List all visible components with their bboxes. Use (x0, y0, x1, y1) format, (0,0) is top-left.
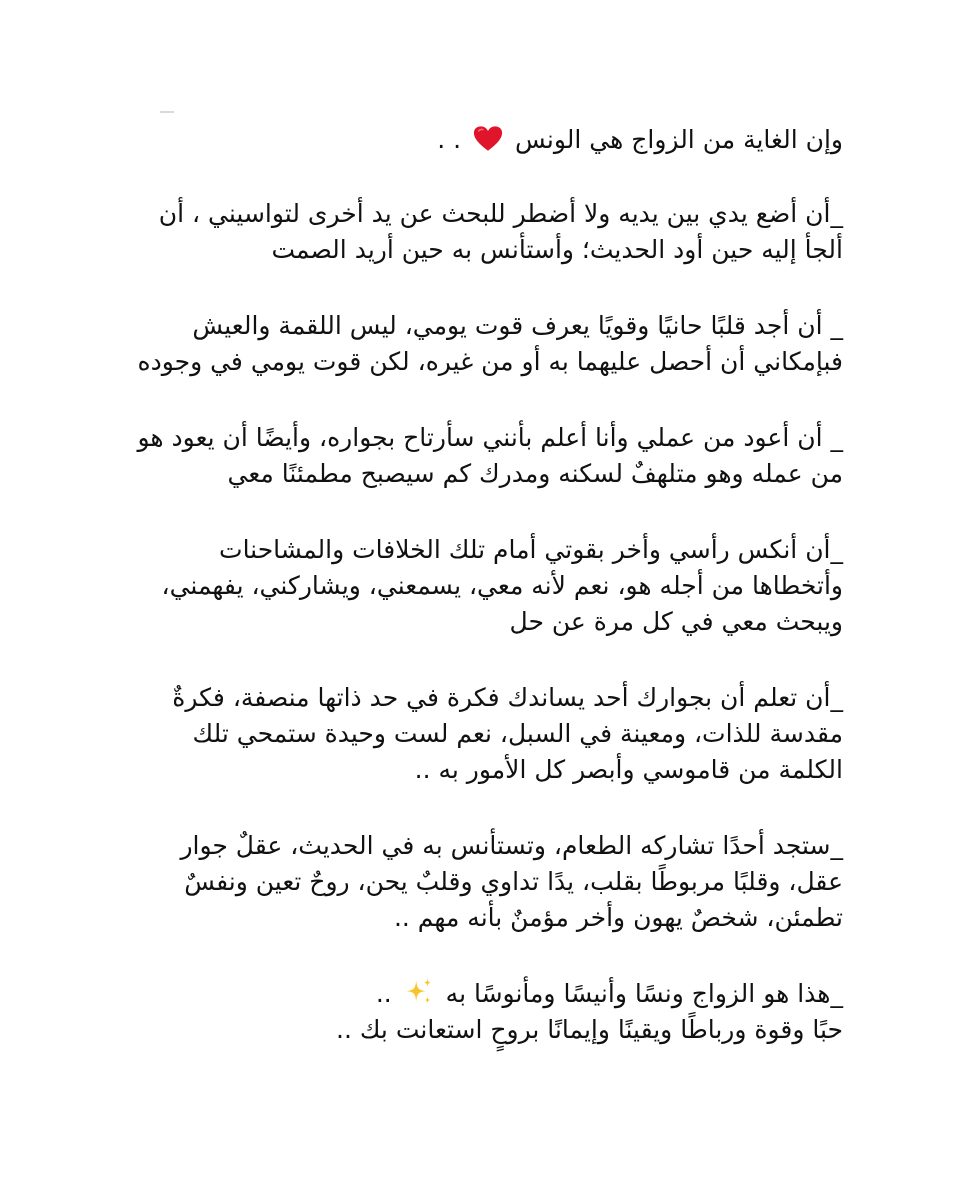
document-title (153, 122, 843, 158)
paragraph-1 (153, 196, 843, 268)
paragraph-line: مقدسة للذات، ومعينة في السبل، نعم لست وحيدة ستمحي تلك (192, 719, 843, 748)
paragraph-line: _ستجد أحدًا تشاركه الطعام، وتستأنس به في الحديث، عقلٌ جوار (180, 831, 843, 860)
closing-paragraph (153, 976, 843, 1048)
closing-line-1-text: _هذا هو الزواج ونسًا وأنيسًا ومأنوسًا به (445, 979, 843, 1008)
paragraph-line: _أن أضع يدي بين يديه ولا أضطر للبحث عن يد أخرى لتواسيني ، أن (158, 199, 843, 228)
document-body (137, 122, 843, 1048)
title-suffix: . . (437, 125, 462, 154)
paragraph-5 (153, 680, 843, 788)
paragraph-3 (137, 420, 843, 492)
scan-mark (160, 111, 174, 113)
title-text: وإن الغاية من الزواج هي الونس (515, 125, 843, 154)
closing-line-2: حبًا وقوة ورباطًا ويقينًا وإيمانًا بروحٍ استعانت بك .. (336, 1015, 843, 1044)
paragraph-line: الكلمة من قاموسي وأبصر كل الأمور به .. (414, 755, 843, 784)
paragraph-line: عقل، وقلبًا مربوطًا بقلب، يدًا تداوي وقلبٌ يحن، روحٌ تعين ونفسٌ (184, 867, 843, 896)
paragraph-line: _أن تعلم أن بجوارك أحد يساندك فكرة في حد ذاتها منصفة، فكرةٌ (172, 683, 843, 712)
paragraph-line: ألجأ إليه حين أود الحديث؛ وأستأنس به حين أريد الصمت (271, 235, 843, 264)
sparkles-icon (404, 977, 434, 1007)
paragraph-6 (153, 828, 843, 936)
paragraph-line: _ أن أجد قلبًا حانيًا وقويًا يعرف قوت يومي، ليس اللقمة والعيش (192, 311, 843, 340)
paragraph-line: فبإمكاني أن أحصل عليهما به أو من غيره، لكن قوت يومي في وجوده (137, 347, 843, 376)
paragraph-line: _أن أنكس رأسي وأخر بقوتي أمام تلك الخلافات والمشاحنات (219, 535, 843, 564)
paragraph-line: وأتخطاها من أجله هو، نعم لأنه معي، يسمعني، ويشاركني، يفهمني، (161, 571, 843, 600)
closing-line-1 (153, 976, 843, 1012)
paragraph-2 (137, 308, 843, 380)
paragraph-4 (153, 532, 843, 640)
paragraph-line: من عمله وهو متلهفٌ لسكنه ومدرك كم سيصبح مطمئنًا معي (227, 459, 843, 488)
paragraph-line: تطمئن، شخصٌ يهون وأخر مؤمنٌ بأنه مهم .. (393, 903, 843, 932)
paragraph-line: ويبحث معي في كل مرة عن حل (509, 607, 843, 636)
red-heart-icon (473, 125, 503, 152)
paragraph-line: _ أن أعود من عملي وأنا أعلم بأنني سأرتاح بجواره، وأيضًا أن يعود هو (137, 423, 843, 452)
closing-line-1-suffix: .. (375, 979, 392, 1008)
